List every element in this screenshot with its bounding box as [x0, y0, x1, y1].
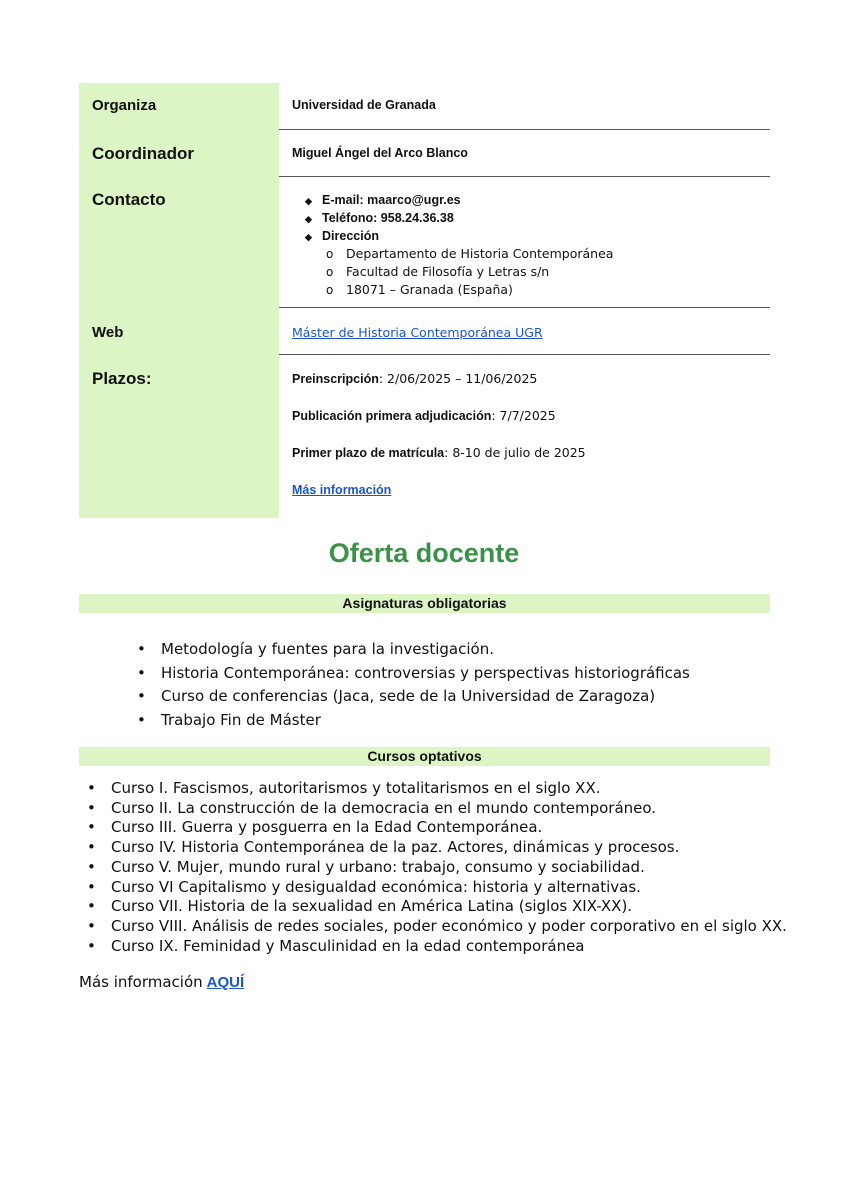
list-item: • Curso de conferencias (Jaca, sede de la Universidad de Zaragoza) — [137, 685, 690, 709]
label-organiza: Organiza — [79, 83, 279, 130]
mas-informacion-text: Más información — [79, 973, 203, 991]
direccion-line: o 18071 – Granada (España) — [326, 281, 770, 299]
value-coordinador: Miguel Ángel del Arco Blanco — [279, 130, 770, 177]
direccion-list — [322, 245, 770, 299]
plazos-mas-info-link[interactable]: Más información — [292, 483, 392, 497]
label-web: Web — [79, 308, 279, 355]
plazo-preinscripcion — [292, 370, 770, 388]
list-item: • Metodología y fuentes para la investigación. — [137, 638, 690, 662]
oferta-title: Oferta docente — [328, 538, 520, 568]
mas-informacion — [79, 973, 244, 991]
list-item: • Trabajo Fin de Máster — [137, 709, 690, 733]
list-item: • Curso I. Fascismos, autoritarismos y totalitarismos en el siglo XX. — [87, 779, 787, 799]
contact-direccion — [305, 227, 770, 299]
plazo-matricula — [292, 444, 770, 462]
info-table — [79, 83, 770, 518]
list-item: • Curso V. Mujer, mundo rural y urbano: trabajo, consumo y sociabilidad. — [87, 858, 787, 878]
label-plazos: Plazos: — [79, 355, 279, 519]
obligatorias-header: Asignaturas obligatorias — [79, 594, 770, 613]
list-item: • Curso IV. Historia Contemporánea de la paz. Actores, dinámicas y procesos. — [87, 838, 787, 858]
label-contacto: Contacto — [79, 177, 279, 308]
plazo-mas-info — [292, 481, 770, 499]
row-plazos — [79, 355, 770, 519]
preinscripcion-label: Preinscripción — [292, 372, 379, 386]
publicacion-label: Publicación primera adjudicación — [292, 409, 492, 423]
optativos-header: Cursos optativos — [79, 747, 770, 766]
list-item: • Curso VI Capitalismo y desigualdad económica: historia y alternativas. — [87, 878, 787, 898]
list-item: • Curso VII. Historia de la sexualidad en América Latina (siglos XIX-XX). — [87, 897, 787, 917]
list-item: • Curso IX. Feminidad y Masculinidad en la edad contemporánea — [87, 937, 787, 957]
publicacion-value: : 7/7/2025 — [491, 408, 556, 423]
value-web — [279, 308, 770, 355]
list-item: • Curso II. La construcción de la democracia en el mundo contemporáneo. — [87, 799, 787, 819]
matricula-label: Primer plazo de matrícula — [292, 446, 445, 460]
contact-email: ◆ E-mail: maarco@ugr.es — [305, 191, 770, 209]
direccion-label: Dirección — [322, 229, 379, 243]
label-coordinador: Coordinador — [79, 130, 279, 177]
row-organiza — [79, 83, 770, 130]
contact-telefono: ◆ Teléfono: 958.24.36.38 — [305, 209, 770, 227]
value-plazos — [279, 355, 770, 519]
direccion-line: o Facultad de Filosofía y Letras s/n — [326, 263, 770, 281]
direccion-line: o Departamento de Historia Contemporánea — [326, 245, 770, 263]
row-contacto — [79, 177, 770, 308]
value-contacto — [279, 177, 770, 308]
web-link[interactable]: Máster de Historia Contemporánea UGR — [292, 325, 543, 340]
contact-list — [292, 191, 770, 299]
list-item: • Curso III. Guerra y posguerra en la Edad Contemporánea. — [87, 818, 787, 838]
obligatorias-list — [137, 638, 690, 732]
plazo-publicacion — [292, 407, 770, 425]
list-item: • Curso VIII. Análisis de redes sociales, poder económico y poder corporativo en el siglo XX. — [87, 917, 787, 937]
list-item: • Historia Contemporánea: controversias y perspectivas historiográficas — [137, 662, 690, 686]
optativos-list — [87, 779, 787, 956]
row-web — [79, 308, 770, 355]
preinscripcion-value: : 2/06/2025 – 11/06/2025 — [378, 371, 538, 386]
value-organiza: Universidad de Granada — [279, 83, 770, 130]
aqui-link[interactable]: AQUÍ — [206, 974, 245, 991]
matricula-value: : 8-10 de julio de 2025 — [444, 445, 586, 460]
row-coordinador — [79, 130, 770, 177]
